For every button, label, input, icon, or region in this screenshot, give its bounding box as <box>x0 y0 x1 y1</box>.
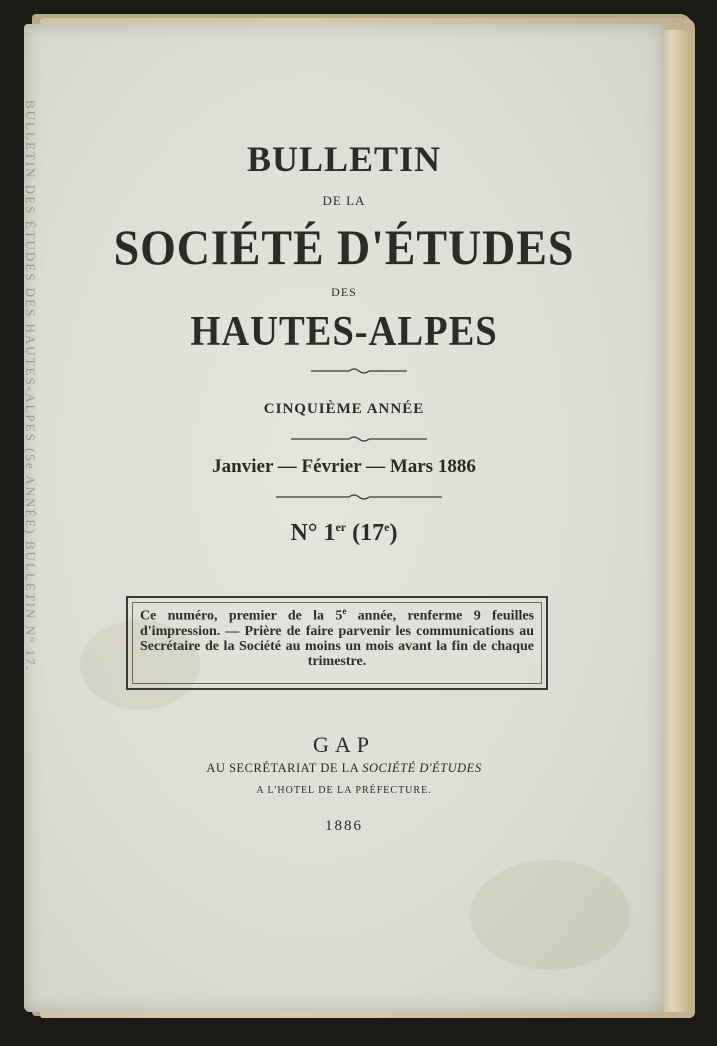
notice-superscript: e <box>342 606 347 616</box>
publisher-prefix: AU SECRÉTARIAT DE LA <box>206 761 359 775</box>
paper-stain <box>470 860 630 970</box>
publisher-address: A L'HOTEL DE LA PRÉFECTURE. <box>256 785 432 796</box>
issue-number <box>24 520 664 547</box>
page-edges <box>664 30 690 1012</box>
imprint-year: 1886 <box>325 818 363 834</box>
notice-text <box>140 604 534 669</box>
issue-number-value: 1 <box>323 520 336 546</box>
ornamental-rule <box>0 492 717 502</box>
publisher-name: SOCIÉTÉ D'ÉTUDES <box>362 761 482 775</box>
title-connector-des: DES <box>331 285 357 299</box>
ornamental-rule <box>0 434 717 444</box>
issue-cumulative-close: ) <box>389 520 398 546</box>
notice-box <box>126 596 548 690</box>
issue-prefix: N° <box>290 520 318 546</box>
place-of-publication: GAP <box>312 732 375 757</box>
issue-number-suffix: er <box>335 520 347 534</box>
issue-cumulative-open: (17 <box>352 520 385 546</box>
ornamental-rule <box>0 366 717 376</box>
issue-cumulative-suffix: e <box>384 520 390 534</box>
notice-text-part-1: Ce numéro, premier de la 5 <box>140 608 343 624</box>
bulletin-title: BULLETIN <box>246 139 442 179</box>
title-connector-de-la: DE LA <box>322 193 366 208</box>
region-name: HAUTES-ALPES <box>190 309 498 355</box>
spine-title: BULLETIN DES ÉTUDES DES HAUTES-ALPES (5e ANNÉE) BULLETIN N° 17. <box>23 100 38 672</box>
notice-text-part-2: année, renferme 9 feuilles d'impression. — Prière de faire parvenir les communications au Secrétaire de la Société au moins un mois avant la fin de chaque trimestre. <box>140 608 535 669</box>
volume-year-label: CINQUIÈME ANNÉE <box>263 401 425 417</box>
publisher <box>24 761 664 776</box>
society-name: SOCIÉTÉ D'ÉTUDES <box>113 219 575 275</box>
issue-date: Janvier — Février — Mars 1886 <box>212 456 476 477</box>
